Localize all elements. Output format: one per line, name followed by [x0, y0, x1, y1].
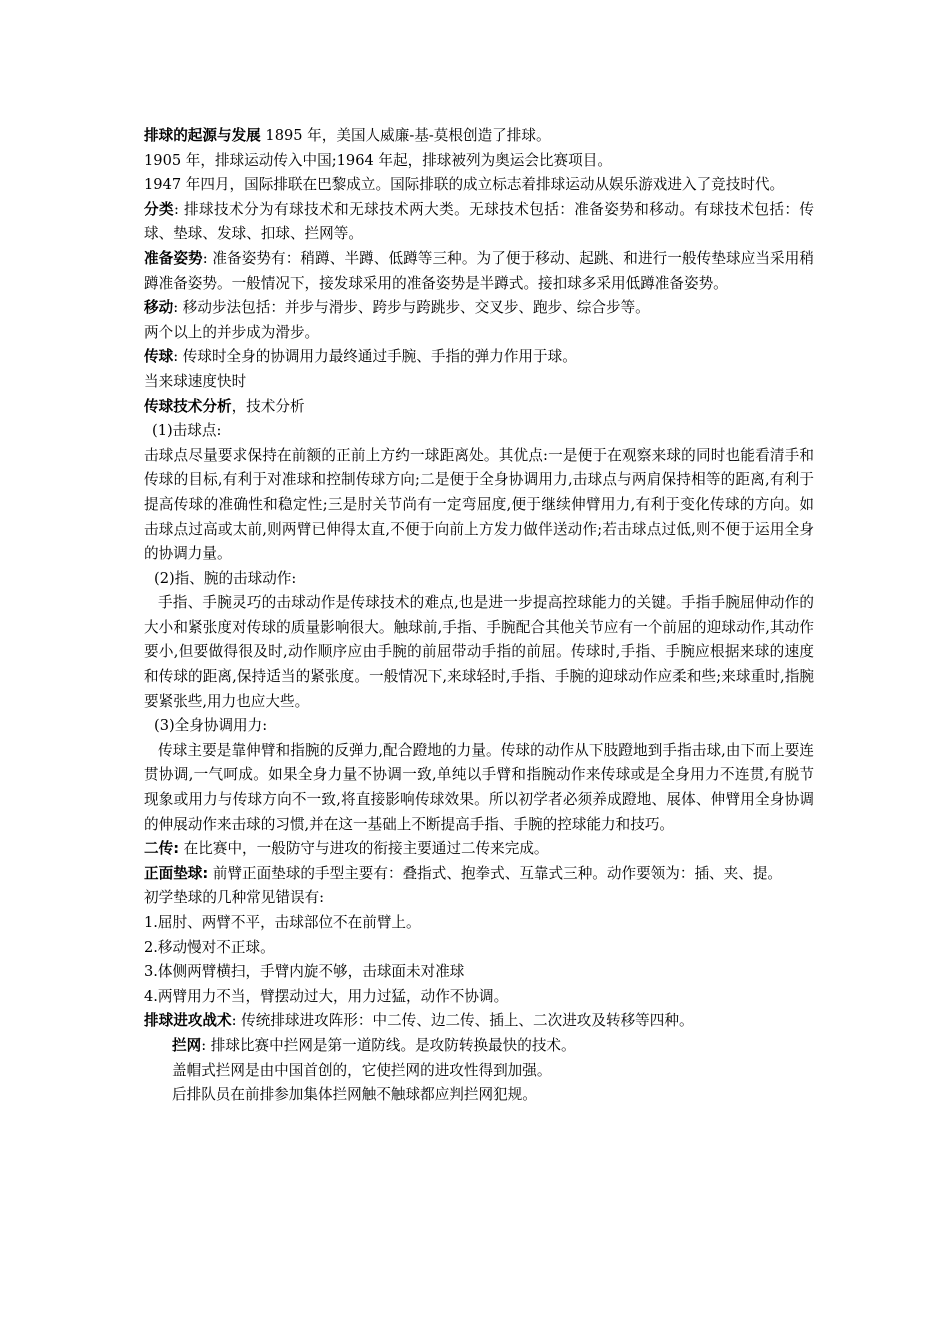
section-2-heading: (2)指、腕的击球动作: — [154, 569, 297, 587]
classify-heading: 分类 — [144, 200, 175, 218]
ready-heading: 准备姿势 — [144, 249, 203, 267]
error-item: 2.移动慢对不正球。 — [144, 938, 275, 956]
second-pass-heading: 二传: — [144, 840, 180, 858]
slide-paragraph: 两个以上的并步成为滑步。 — [144, 323, 320, 341]
section-1-text: 击球点尽量要求保持在前额的正前上方约一球距离处。其优点:一是便于在观察来球的同时也能看清手和传球的目标,有利于对准球和控制传球方向;二是便于全身协调用力,击球点与两肩保持相等的距离,有利于提高传球的准确性和稳定性;三是肘关节尚有一定弯屈度,便于继续伸臂用力,有利于变化传球的方向。如击球点过高或太前,则两臂已伸得太直,不便于向前上方发力做伴送动作;若击球点过低,则不便于运用全身的协调力量。 — [144, 446, 814, 563]
tactics-heading: 排球进攻战术 — [144, 1012, 232, 1030]
origin-heading: 排球的起源与发展 — [144, 127, 261, 144]
history-1947: 1947 年四月，国际排联在巴黎成立。国际排联的成立标志着排球运动从娱乐游戏进入了竞技时代。 — [144, 176, 785, 194]
analysis-text: ，技术分析 — [231, 397, 305, 415]
origin-paragraph — [144, 124, 814, 149]
dig-heading: 正面垫球: — [144, 864, 209, 882]
fast-ball-paragraph: 当来球速度快时 — [144, 372, 247, 390]
second-pass-paragraph — [144, 837, 814, 862]
error-item: 4.两臂用力不当，臂摆动过大，用力过猛，动作不协调。 — [144, 987, 509, 1005]
ready-paragraph — [144, 247, 814, 296]
history-1905: 1905 年，排球运动传入中国;1964 年起，排球被列为奥运会比赛项目。 — [144, 151, 612, 169]
move-paragraph — [144, 296, 814, 321]
block-heading: 拦网 — [172, 1036, 202, 1054]
document-body — [144, 124, 814, 1108]
block-text: : 排球比赛中拦网是第一道防线。是攻防转换最快的技术。 — [201, 1036, 576, 1054]
pass-heading: 传球 — [144, 348, 174, 366]
tactics-text: : 传统排球进攻阵形：中二传、边二传、插上、二次进攻及转移等四种。 — [231, 1012, 694, 1030]
cap-block-paragraph: 盖帽式拦网是由中国首创的，它使拦网的进攻性得到加强。 — [172, 1061, 552, 1079]
errors-title: 初学垫球的几种常见错误有: — [144, 889, 325, 907]
classify-paragraph — [144, 198, 814, 247]
error-item: 3.体侧两臂横扫，手臂内旋不够，击球面未对准球 — [144, 963, 465, 981]
analysis-heading: 传球技术分析 — [144, 397, 232, 415]
section-3-text: 传球主要是靠伸臂和指腕的反弹力,配合蹬地的力量。传球的动作从下肢蹬地到手指击球,由下而上要连贯协调,一气呵成。如果全身力量不协调一致,单纯以手臂和指腕动作来传球或是全身用力不连贯,有脱节现象或用力与传球方向不一致,将直接影响传球效果。所以初学者必须养成蹬地、展体、伸臂用全身协调的伸展动作来击球的习惯,并在这一基础上不断提高手指、手腕的控球能力和技巧。 — [144, 741, 814, 833]
tactics-paragraph — [144, 1009, 814, 1034]
block-paragraph — [144, 1034, 814, 1059]
pass-text: : 传球时全身的协调用力最终通过手腕、手指的弹力作用于球。 — [173, 348, 577, 366]
origin-text: 1895 年，美国人威廉-基-莫根创造了排球。 — [260, 127, 551, 144]
section-1-heading: (1)击球点: — [152, 422, 222, 440]
second-pass-text: 在比赛中，一般防守与进攻的衔接主要通过二传来完成。 — [179, 840, 549, 858]
pass-paragraph — [144, 345, 814, 370]
ready-text: : 准备姿势有：稍蹲、半蹲、低蹲等三种。为了便于移动、起跳、和进行一般传垫球应当采用稍蹲准备姿势。一般情况下，接发球采用的准备姿势是半蹲式。接扣球多采用低蹲准备姿势。 — [144, 249, 814, 292]
dig-text: 前臂正面垫球的手型主要有：叠指式、抱拳式、互靠式三种。动作要领为：插、夹、提。 — [208, 864, 783, 882]
error-item: 1.屈肘、两臂不平，击球部位不在前臂上。 — [144, 914, 421, 931]
move-text: : 移动步法包括：并步与滑步、跨步与跨跳步、交叉步、跑步、综合步等。 — [173, 299, 650, 317]
section-2-text: 手指、手腕灵巧的击球动作是传球技术的难点,也是进一步提高控球能力的关键。手指手腕屈伸动作的大小和紧张度对传球的质量影响很大。触球前,手指、手腕配合其他关节应有一个前屈的迎球动作,其动作要小,但要做得很及时,动作顺序应由手腕的前屈带动手指的前屈。传球时,手指、手腕应根据来球的速度和传球的距离,保持适当的紧张度。一般情况下,来球轻时,手指、手腕的迎球动作应柔和些;来球重时,指腕要紧张些,用力也应大些。 — [144, 594, 814, 710]
section-3-heading: (3)全身协调用力: — [154, 717, 268, 735]
dig-paragraph — [144, 862, 814, 887]
analysis-paragraph — [144, 395, 814, 420]
move-heading: 移动 — [144, 299, 174, 317]
back-row-paragraph: 后排队员在前排参加集体拦网触不触球都应判拦网犯规。 — [172, 1086, 537, 1104]
classify-text: : 排球技术分为有球技术和无球技术两大类。无球技术包括：准备姿势和移动。有球技术包括：传球、垫球、发球、扣球、拦网等。 — [144, 200, 814, 243]
